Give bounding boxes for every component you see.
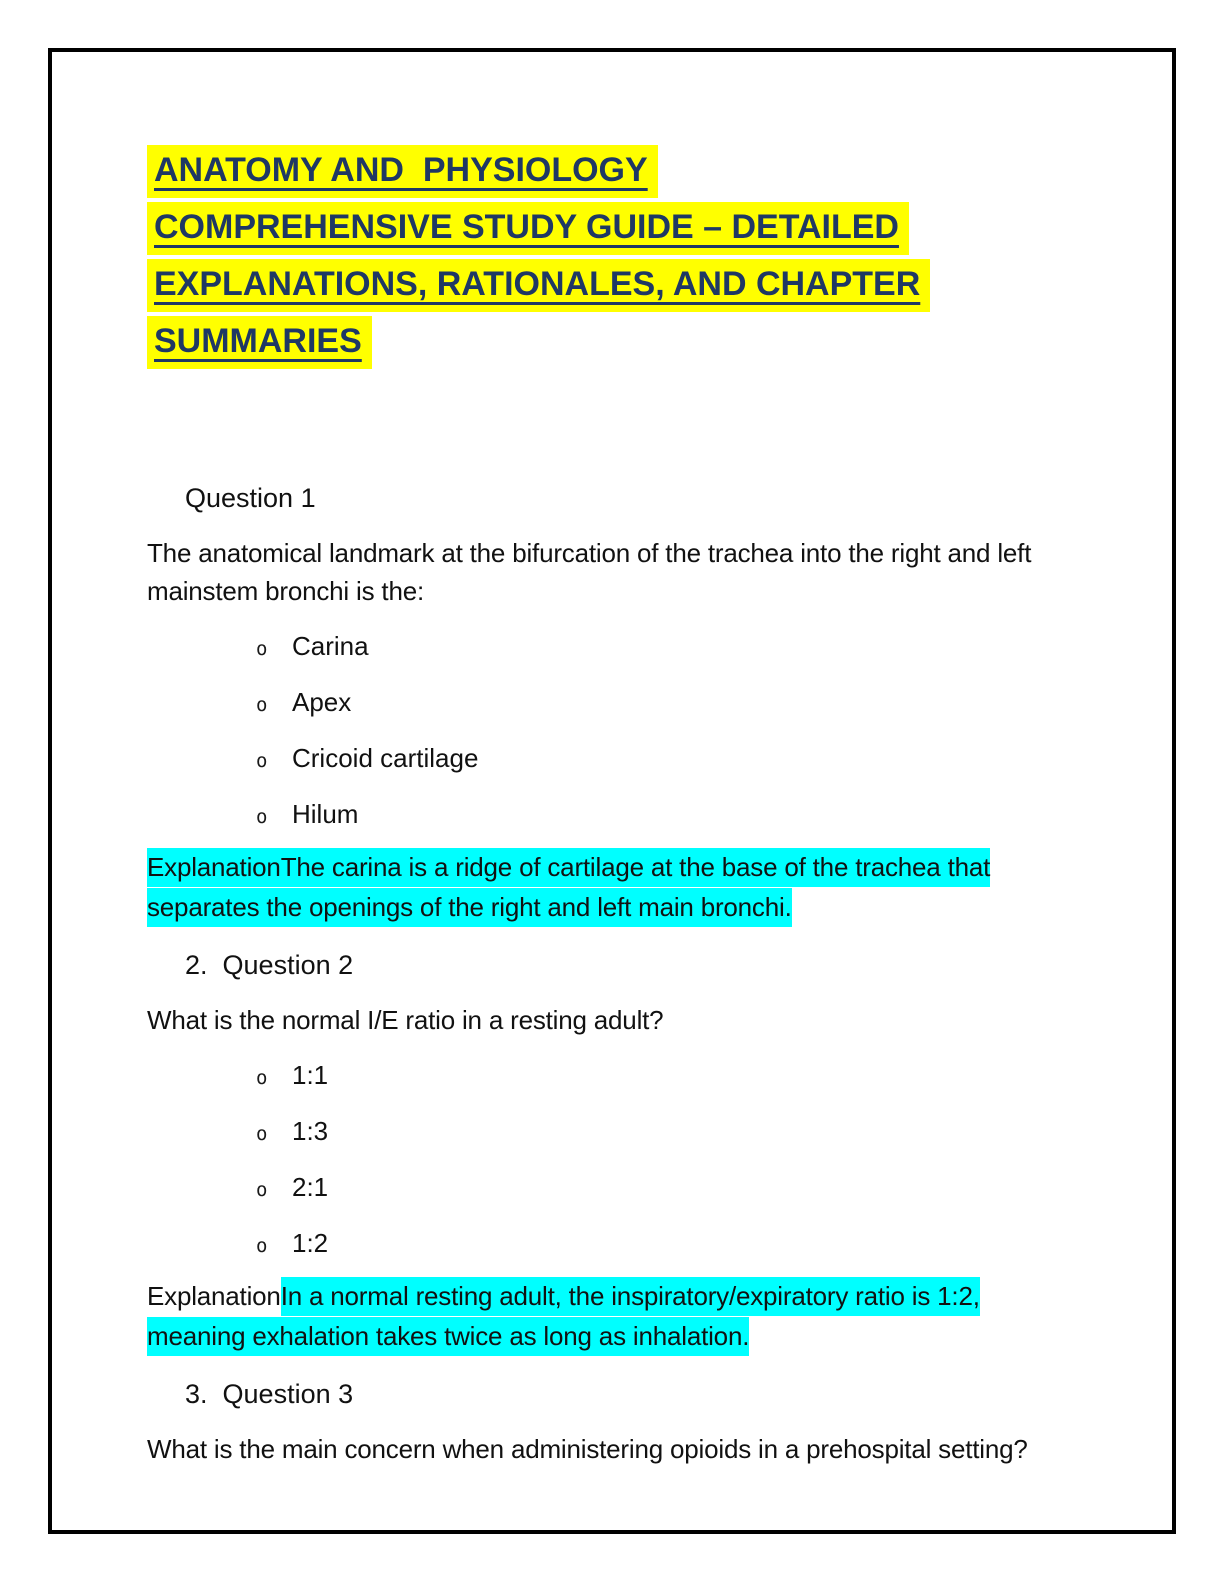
question-3-number: 3. <box>185 1379 208 1409</box>
question-1-option-3 <box>256 742 1112 778</box>
title-line-4: SUMMARIES <box>147 316 372 369</box>
title-line <box>147 313 1112 370</box>
question-2-heading <box>185 949 1112 982</box>
question-2-option-2 <box>256 1115 1112 1151</box>
title-line <box>147 199 1112 256</box>
option-label: Carina <box>292 631 369 661</box>
question-1-heading-label: Question 1 <box>185 483 316 513</box>
question-3-heading-label: Question 3 <box>222 1379 354 1409</box>
page-border <box>48 48 1176 1534</box>
question-2-heading-label: Question 2 <box>222 950 354 980</box>
explanation-text: In a normal resting adult, the inspiratory/expiratory ratio is 1:2, meaning exhalation takes twice as long as inhalation. <box>147 1277 980 1356</box>
question-1-option-4 <box>256 798 1112 834</box>
title-line <box>147 142 1112 199</box>
question-3-text: What is the main concern when administering opioids in a prehospital setting? <box>147 1434 1028 1464</box>
title-line-1: ANATOMY AND PHYSIOLOGY <box>147 145 658 198</box>
option-label: 2:1 <box>292 1172 329 1202</box>
question-1-heading <box>185 482 1112 515</box>
circle-bullet-icon: o <box>256 1067 268 1089</box>
question-1-option-2 <box>256 686 1112 722</box>
question-2-options <box>147 1059 1112 1263</box>
question-1-options <box>147 630 1112 834</box>
question-3-heading <box>185 1378 1112 1411</box>
question-2-option-4 <box>256 1227 1112 1263</box>
option-label: 1:3 <box>292 1116 329 1146</box>
title-line <box>147 256 1112 313</box>
circle-bullet-icon: o <box>256 1123 268 1145</box>
option-label: Cricoid cartilage <box>292 743 479 773</box>
circle-bullet-icon: o <box>256 1235 268 1257</box>
option-label: 1:2 <box>292 1228 329 1258</box>
question-2-number: 2. <box>185 950 208 980</box>
question-1-option-1 <box>256 630 1112 666</box>
question-2-explanation <box>147 1276 1067 1356</box>
question-2-text: What is the normal I/E ratio in a resting adult? <box>147 1005 664 1035</box>
question-1-text: The anatomical landmark at the bifurcation of the trachea into the right and left mainstem bronchi is the: <box>147 538 1032 606</box>
question-block-1 <box>147 482 1112 927</box>
title-line-3: EXPLANATIONS, RATIONALES, AND CHAPTER <box>147 259 930 312</box>
explanation-prefix: Explanation <box>147 848 281 887</box>
option-label: Apex <box>292 687 352 717</box>
question-block-2 <box>147 949 1112 1356</box>
explanation-prefix: Explanation <box>147 1281 281 1311</box>
question-1-explanation <box>147 847 1067 927</box>
question-2-option-3 <box>256 1171 1112 1207</box>
question-2-option-1 <box>256 1059 1112 1095</box>
title-line-2: COMPREHENSIVE STUDY GUIDE – DETAILED <box>147 202 909 255</box>
option-label: 1:1 <box>292 1060 329 1090</box>
question-block-3 <box>147 1378 1112 1468</box>
circle-bullet-icon: o <box>256 750 268 772</box>
document-title <box>147 142 1112 370</box>
explanation-text: The carina is a ridge of cartilage at the base of the trachea that separates the openings of the right and left main bronchi. <box>147 848 990 927</box>
option-label: Hilum <box>292 799 359 829</box>
circle-bullet-icon: o <box>256 806 268 828</box>
circle-bullet-icon: o <box>256 1179 268 1201</box>
circle-bullet-icon: o <box>256 638 268 660</box>
document-content <box>52 52 1172 1468</box>
circle-bullet-icon: o <box>256 694 268 716</box>
